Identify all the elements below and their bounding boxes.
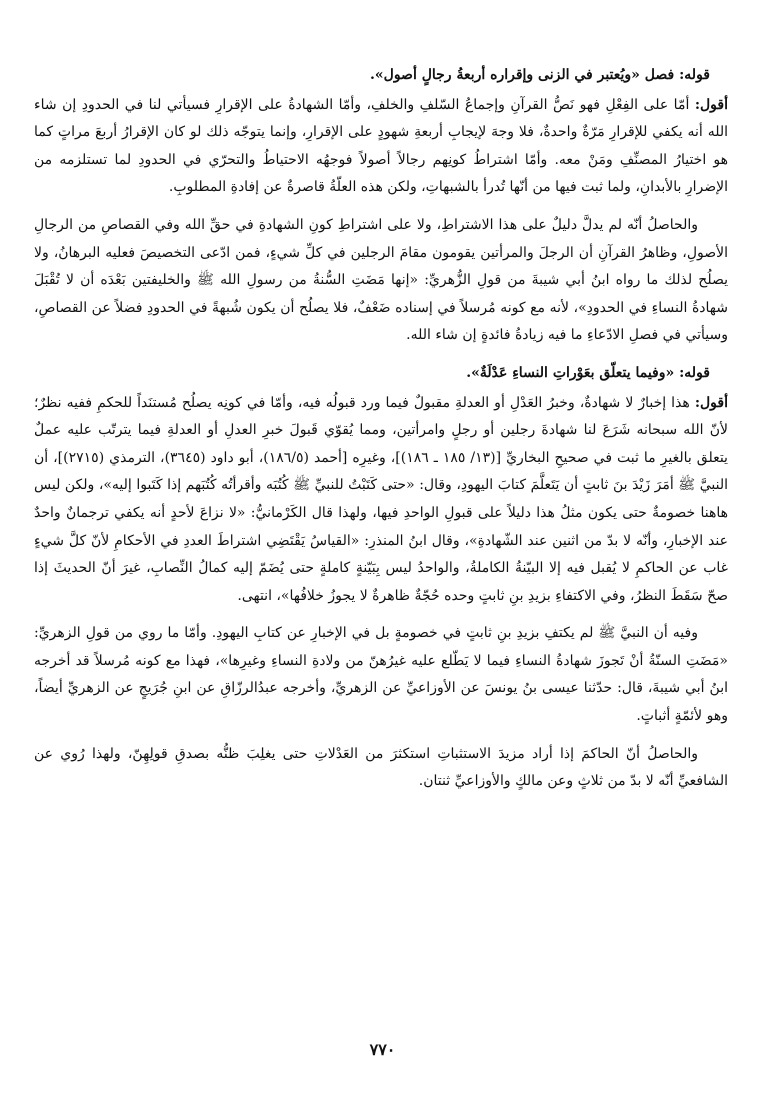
page-number: ٧٧٠ bbox=[369, 1040, 396, 1059]
heading-2-text: «وفيما يتعلّق بعَوْراتِ النساءِ عَدْلَةٌ». bbox=[466, 364, 680, 381]
paragraph-3-text: هذا إخبارٌ لا شهادةٌ، وخبرُ العَدْلِ أو العدلةِ مقبولٌ فيما ورد قبولُه فيه، وأمّا في كونِه يصلُح مُستنَداً للحكمِ ففيه نظرٌ؛ لأنّ الله سبحانه شَرَعَ لنا شهادةَ رجلين أو رجلٍ وامرأتين، ومما يُقوّي قَبولَ خبرِ العدلِ أو العدلةِ فيما يترتّب عليه عملٌ يتعلق بالغيرِ ما ثبت في صحيحِ البخاريِّ [(١٣/ ١٨٥ ـ ١٨٦)]، وغيرِه [أحمد (١٨٦/٥)، أبو داود (٣٦٤٥)، الترمذي (٢٧١٥)]، أن النبيَّ ﷺ أمَرَ زَيْدَ بنَ ثابتٍ أن يَتَعلَّمَ كتابَ اليهودِ، وقال: «حتى كَتَبْتُ للنبيِّ ﷺ كُتُبَه وأقرأتُه كُتُبَهم إذا كَتَبوا إليه»، ولكن ليس هاهنا خصومةٌ حتى يكون مثلُ هذا دليلاً على قبولِ الواحدِ فيها، ولهذا قال الكَرْمانيُّ: «لا نزاعَ لأحدٍ أنه يكفي ترجمانٌ واحدٌ عند الإخبارِ، وأنّه لا بدّ من اثنين عند الشّهادةِ»، وقال ابنُ المنذرِ: «القياسُ يَقْتَضِي اشتراطَ العددِ في الأحكامِ لأنّ كلَّ شيءٍ غاب عن الحاكمِ لا يُقبل فيه إلا البيّنةُ الكاملةُ، والواحدُ ليس بِبَيّنةٍ كاملةٍ حتى يُضَمّ إليه كمالُ النِّصابِ، غيرَ أنّ الحديثَ إذا صحّ سَقَطَ النظرُ، وفي الاكتفاءِ بزيدِ بنِ ثابتٍ وحده حُجّةٌ ظاهرةٌ لا يجوزُ خلافُها»، انتهى. bbox=[34, 394, 728, 604]
paragraph-2 bbox=[34, 212, 728, 350]
paragraph-3 bbox=[34, 390, 728, 611]
heading-1-lead: قوله: bbox=[679, 67, 710, 83]
page-body bbox=[34, 62, 728, 806]
section-heading-2 bbox=[34, 360, 728, 388]
paragraph-4 bbox=[34, 620, 728, 730]
paragraph-1-lead: أقول: bbox=[694, 96, 728, 113]
paragraph-5 bbox=[34, 741, 728, 796]
heading-1-text: فصل «ويُعتبر في الزنى وإقراره أربعةُ رجالٍ أصول». bbox=[370, 67, 680, 83]
paragraph-5-text: والحاصلُ أنّ الحاكمَ إذا أراد مزيدَ الاستثباتِ استكثرَ من العَدْلاتِ حتى يغلِبَ ظنُّه بصدقِ قولِهِنّ، ولهذا رُوي عن الشافعيِّ أنّه لا بدّ من ثلاثٍ وعن مالكٍ والأوزاعيِّ ثنتان. bbox=[34, 745, 728, 790]
paragraph-4-text: وفيه أن النبيَّ ﷺ لم يكتفِ بزيدِ بنِ ثابتٍ في خصومةٍ بل في الإخبارِ عن كتابِ اليهودِ. وأمّا ما روي من قولِ الزهريِّ: «مَضَتِ السنّةُ أنْ تَجوزَ شهادةُ النساءِ فيما لا يَطّلع عليه غيرُهنّ من ولادةِ النساءِ وغيرِها»، فهذا مع كونه مُرسلاً قد أخرجه ابنُ أبي شيبةَ، قال: حدّثنا عيسى بنُ يونسَ عن الأوزاعيِّ عن الزهريِّ، وأخرجه عبدُالرزّاقِ عن ابنِ جُرَيجٍ عن الزهريِّ أيضاً، وهو لأئمّةٍ أثباتٍ. bbox=[34, 625, 728, 725]
heading-2-lead: قوله: bbox=[679, 364, 710, 381]
section-heading-1 bbox=[34, 62, 728, 90]
paragraph-3-lead: أقول: bbox=[694, 394, 728, 411]
paragraph-1-text: أمّا على الفِعْلِ فهو نَصُّ القرآنِ وإجماعُ السّلفِ والخلفِ، وأمّا الشهادةُ على الإقرارِ فسيأتي لنا في الحدودِ إن شاء الله أنه يكفي للإقرارِ مَرّةٌ واحدةٌ، فلا وجهَ لإيجابِ أربعةِ شهودٍ على الإقرارِ، وإنما يتوجّه ذلك لو كان الإقرارُ أربعَ مراتٍ كما هو اختيارُ المصنِّفِ ومَنْ معه. وأمّا اشتراطُ كونِهم رجالاً أصولاً فوجهُه الاحتياطُ والتحرّي في الحدودِ لما تستلزمه من الإضرارِ بالأبدانِ، ولما ثبت فيها من أنّها تُدرأ بالشبهاتِ، ولكن هذه العلّةُ قاصرةٌ عن إفادةِ المطلوبِ. bbox=[34, 96, 728, 196]
paragraph-2-text: والحاصلُ أنّه لم يدلَّ دليلٌ على هذا الاشتراطِ، ولا على اشتراطِ كونِ الشهادةِ في حقِّ الله وفي القصاصِ من الرجالِ الأصولِ، وظاهرُ القرآنِ أن الرجلَ والمرأتين يقومون مقامَ الرجلين في كلِّ شيءٍ، فمن ادّعى التخصيصَ فعليه البرهانُ، ولا يصلُح لذلك ما رواه ابنُ أبي شيبةَ من قولِ الزُّهريِّ: «إنها مَضَتِ السُّنةُ من رسولِ الله ﷺ والخليفتين بَعْدَه أن لا تُقْبَلَ شهادةُ النساءِ في الحدودِ»، لأنه مع كونه مُرسلاً في إسناده ضَعْفٌ، فلا يصلُح أن يكون شُبهةً في الحدودِ فضلاً عن القصاصِ، وسيأتي في فصلِ الادّعاءِ ما فيه زيادةُ فائدةٍ إن شاء الله. bbox=[34, 216, 728, 344]
paragraph-1 bbox=[34, 92, 728, 202]
